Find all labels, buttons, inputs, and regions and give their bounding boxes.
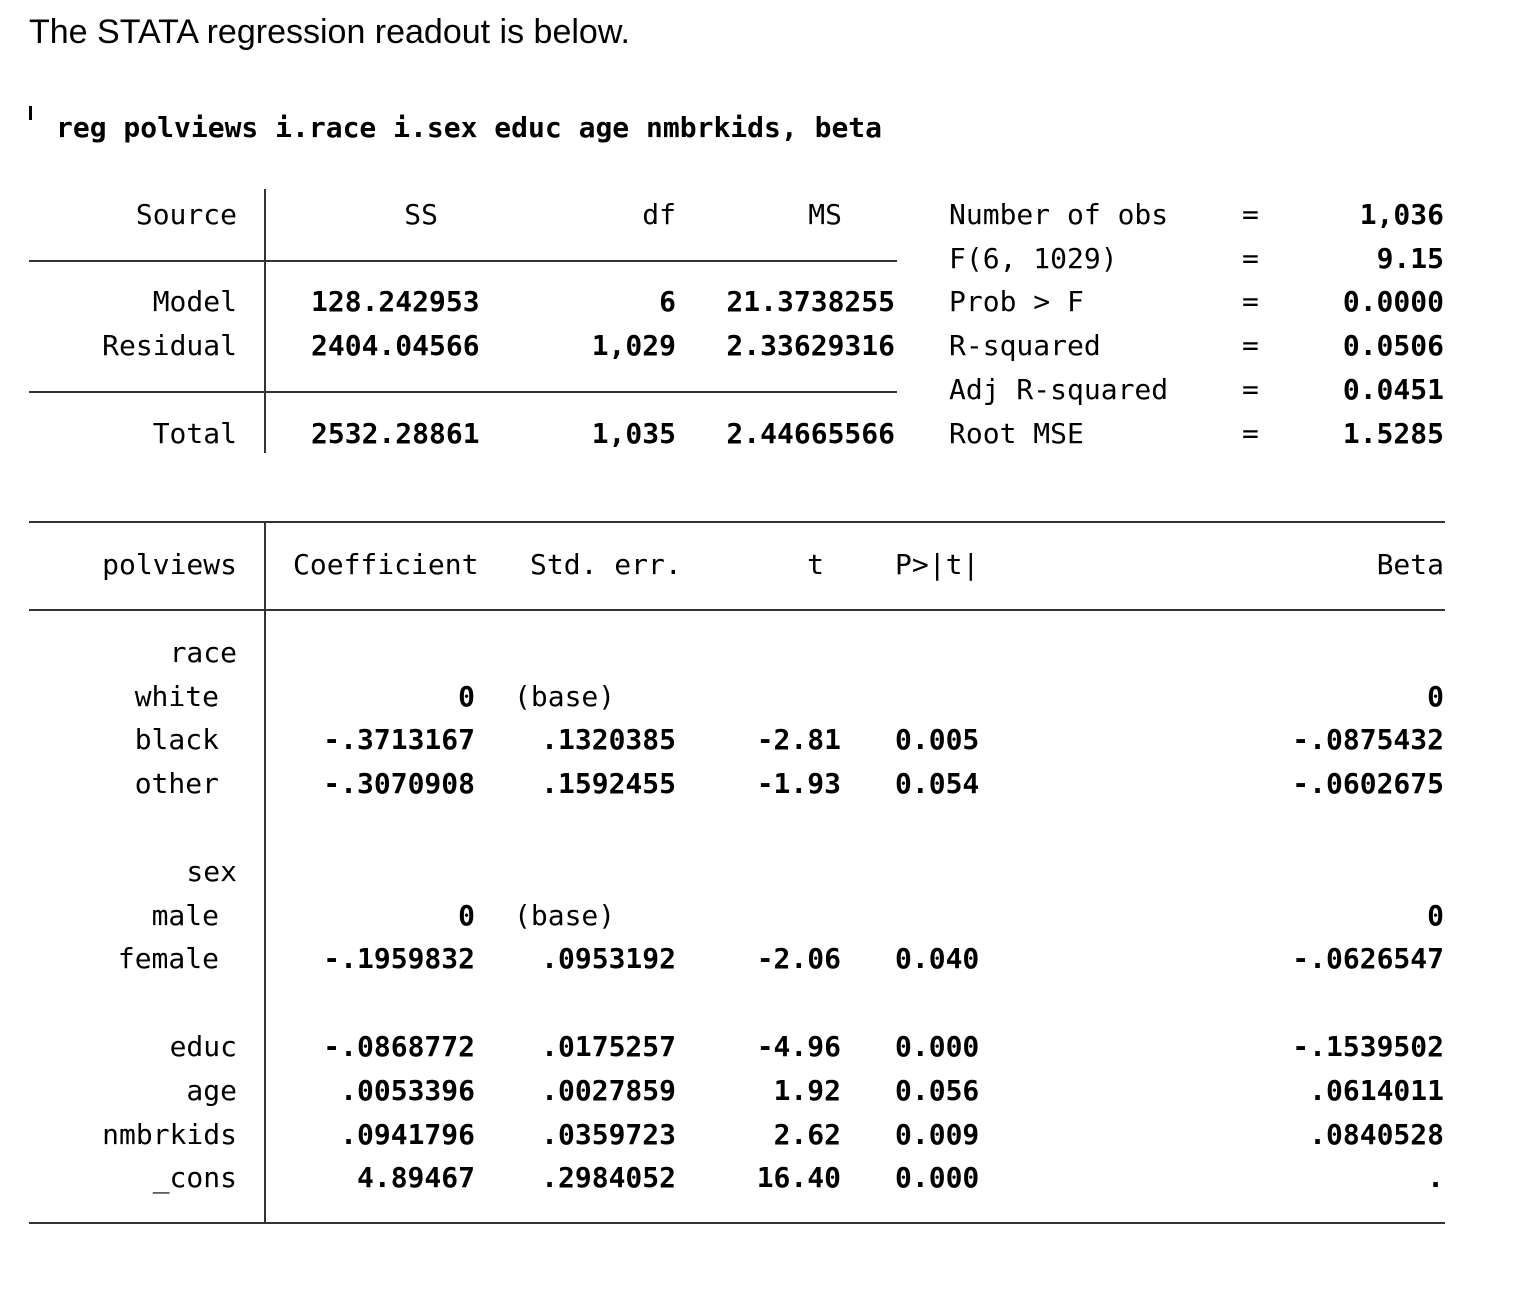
coef-header-dependent: polviews <box>102 548 237 581</box>
stata-command: reg polviews i.race i.sex educ age nmbrkids, beta <box>56 111 883 144</box>
p-value: 0.056 <box>895 1074 980 1107</box>
t-value: 1.92 <box>773 1074 841 1107</box>
stat-label: Adj R-squared <box>949 373 1169 406</box>
se-value: .0175257 <box>541 1030 676 1063</box>
stat-label: R-squared <box>949 329 1101 362</box>
coef-vertical-divider <box>264 522 266 1224</box>
row-label: nmbrkids <box>102 1118 237 1151</box>
t-value: 2.62 <box>773 1118 841 1151</box>
stat-label: F(6, 1029) <box>949 242 1118 275</box>
group-label-race: race <box>169 636 237 669</box>
coef-header-std-err: Std. err. <box>530 548 682 581</box>
p-value: 0.009 <box>895 1118 980 1151</box>
coef-header-rule <box>29 609 1445 611</box>
se-value: (base) <box>514 899 616 932</box>
se-value: .1592455 <box>541 767 676 800</box>
t-value: -2.81 <box>756 723 841 756</box>
coef-value: 0 <box>458 680 475 713</box>
anova-ms-model: 21.3738255 <box>726 285 895 318</box>
p-value: 0.000 <box>895 1030 980 1063</box>
anova-df-total: 1,035 <box>591 417 676 450</box>
beta-value: 0 <box>1427 899 1444 932</box>
stat-equals: = <box>1242 242 1259 275</box>
t-value: 16.40 <box>756 1161 841 1194</box>
coef-value: -.0868772 <box>323 1030 475 1063</box>
row-label: white <box>134 680 219 713</box>
coef-value: .0941796 <box>340 1118 475 1151</box>
p-value: 0.040 <box>895 942 980 975</box>
coef-value: 0 <box>458 899 475 932</box>
row-label: age <box>186 1074 237 1107</box>
coef-header-t: t <box>807 548 824 581</box>
anova-header-rule <box>29 260 897 262</box>
anova-ms-residual: 2.33629316 <box>726 329 895 362</box>
row-label: female <box>117 942 219 975</box>
stat-value: 0.0506 <box>1342 329 1444 362</box>
row-label: _cons <box>152 1161 237 1194</box>
coef-bottom-rule <box>29 1222 1445 1224</box>
prompt-dot <box>29 106 32 120</box>
anova-source-total: Total <box>152 417 237 450</box>
anova-total-rule <box>29 391 897 393</box>
coef-value: -.1959832 <box>323 942 475 975</box>
coef-value: .0053396 <box>340 1074 475 1107</box>
anova-ss-residual: 2404.04566 <box>311 329 480 362</box>
row-label: black <box>134 723 219 756</box>
anova-df-residual: 1,029 <box>591 329 676 362</box>
coef-value: -.3070908 <box>323 767 475 800</box>
se-value: .2984052 <box>541 1161 676 1194</box>
group-label-sex: sex <box>186 855 237 888</box>
stat-label: Prob > F <box>949 285 1084 318</box>
t-value: -2.06 <box>756 942 841 975</box>
stat-value: 1.5285 <box>1342 417 1444 450</box>
anova-vertical-divider <box>264 189 266 453</box>
se-value: .0359723 <box>541 1118 676 1151</box>
beta-value: -.1539502 <box>1292 1030 1444 1063</box>
coef-header-beta: Beta <box>1376 548 1444 581</box>
intro-text: The STATA regression readout is below. <box>29 13 630 51</box>
se-value: (base) <box>514 680 616 713</box>
coef-value: 4.89467 <box>356 1161 475 1194</box>
beta-value: -.0602675 <box>1292 767 1444 800</box>
anova-header-df: df <box>642 198 676 231</box>
p-value: 0.054 <box>895 767 980 800</box>
stat-equals: = <box>1242 285 1259 318</box>
beta-value: . <box>1427 1161 1444 1194</box>
p-value: 0.005 <box>895 723 980 756</box>
stat-value: 1,036 <box>1359 198 1444 231</box>
coef-header-coefficient: Coefficient <box>293 548 479 581</box>
row-label: educ <box>169 1030 237 1063</box>
anova-source-model: Model <box>152 285 237 318</box>
anova-source-residual: Residual <box>102 329 237 362</box>
beta-value: .0614011 <box>1309 1074 1444 1107</box>
t-value: -1.93 <box>756 767 841 800</box>
se-value: .0953192 <box>541 942 676 975</box>
beta-value: -.0626547 <box>1292 942 1444 975</box>
anova-header-source: Source <box>135 198 237 231</box>
stat-value: 0.0000 <box>1342 285 1444 318</box>
stat-label: Number of obs <box>949 198 1169 231</box>
coef-header-p: P>|t| <box>895 548 980 581</box>
stat-equals: = <box>1242 329 1259 362</box>
stat-equals: = <box>1242 373 1259 406</box>
p-value: 0.000 <box>895 1161 980 1194</box>
anova-ss-total: 2532.28861 <box>311 417 480 450</box>
se-value: .1320385 <box>541 723 676 756</box>
beta-value: 0 <box>1427 680 1444 713</box>
stat-value: 9.15 <box>1376 242 1444 275</box>
row-label: male <box>151 899 219 932</box>
beta-value: .0840528 <box>1309 1118 1444 1151</box>
coef-top-rule <box>29 521 1445 523</box>
t-value: -4.96 <box>756 1030 841 1063</box>
se-value: .0027859 <box>541 1074 676 1107</box>
anova-header-ms: MS <box>808 198 842 231</box>
anova-ss-model: 128.242953 <box>311 285 480 318</box>
stat-equals: = <box>1242 417 1259 450</box>
beta-value: -.0875432 <box>1292 723 1444 756</box>
stat-value: 0.0451 <box>1342 373 1444 406</box>
stat-label: Root MSE <box>949 417 1084 450</box>
anova-df-model: 6 <box>659 285 676 318</box>
coef-value: -.3713167 <box>323 723 475 756</box>
row-label: other <box>134 767 219 800</box>
stat-equals: = <box>1242 198 1259 231</box>
anova-header-ss: SS <box>404 198 438 231</box>
anova-ms-total: 2.44665566 <box>726 417 895 450</box>
